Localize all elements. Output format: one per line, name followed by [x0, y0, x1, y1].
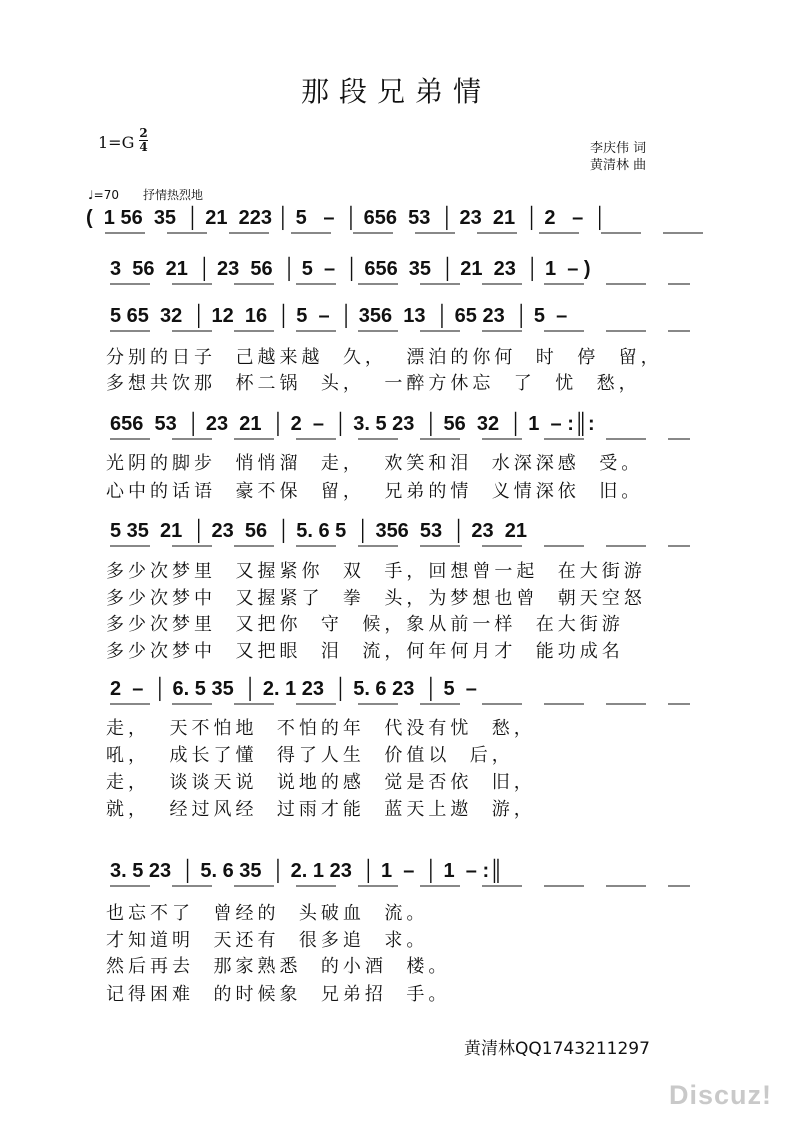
time-numerator: 2	[139, 126, 148, 140]
notation-line: 656 53 │ 23 21 │ 2 – │ 3. 5 23 │ 56 32 │ 1 – :║:	[110, 413, 595, 435]
lyric-line: 多少次梦中 又握紧了 拳 头，为梦想也曾 朝天空怒	[106, 588, 646, 609]
notation-line: 3. 5 23 │ 5. 6 35 │ 2. 1 23 │ 1 – │ 1 – :║	[110, 860, 504, 882]
lyric-line: 走， 谈谈天说 说地的感 觉是否依 旧，	[106, 772, 536, 793]
time-denominator: 4	[139, 140, 148, 154]
lyricist-credit: 李庆伟 词	[590, 141, 647, 156]
lyric-line: 也忘不了 曾经的 头破血 流。	[106, 903, 429, 924]
composer-credit: 黄清林 曲	[590, 158, 647, 173]
notation-line: 5 65 32 │ 12 16 │ 5 – │ 356 13 │ 65 23 │ 5 –	[110, 305, 568, 327]
tempo-expression: 抒情热烈地	[142, 188, 203, 202]
lyric-line: 才知道明 天还有 很多追 求。	[106, 930, 429, 951]
tempo-mark: ♩=70	[88, 188, 119, 202]
lyric-line: 然后再去 那家熟悉 的小酒 楼。	[106, 956, 451, 977]
lyric-line: 多少次梦中 又把眼 泪 流，何年何月才 能功成名	[106, 641, 624, 662]
notation-line: 5 35 21 │ 23 56 │ 5. 6 5 │ 356 53 │ 23 21	[110, 520, 527, 542]
lyric-line: 多想共饮那 杯二锅 头， 一醉方休忘 了 忧 愁，	[106, 373, 641, 394]
lyric-line: 走， 天不怕地 不怕的年 代没有忧 愁，	[106, 718, 536, 739]
lyric-line: 就， 经过风经 过雨才能 蓝天上遨 游，	[106, 799, 536, 820]
lyric-line: 多少次梦里 又握紧你 双 手，回想曾一起 在大街游	[106, 561, 646, 582]
arranger-signature: 黄清林QQ1743211297	[464, 1039, 650, 1059]
lyric-line: 多少次梦里 又把你 守 候，象从前一样 在大街游	[106, 614, 624, 635]
lyric-line: 记得困难 的时候象 兄弟招 手。	[106, 984, 451, 1005]
notation-line: 2 – │ 6. 5 35 │ 2. 1 23 │ 5. 6 23 │ 5 –	[110, 678, 477, 700]
watermark: Discuz!	[669, 1080, 773, 1110]
lyric-line: 心中的话语 豪不保 留， 兄弟的情 义情深依 旧。	[106, 481, 644, 502]
lyric-line: 分别的日子 己越来越 久， 漂泊的你何 时 停 留，	[106, 347, 663, 368]
key-signature: 1=G	[98, 133, 135, 152]
lyric-line: 吼， 成长了懂 得了人生 价值以 后，	[106, 745, 514, 766]
notation-line: ( 1 56 35 │ 21 223 │ 5 – │ 656 53 │ 23 21 │ 2 – │	[86, 207, 607, 229]
notation-line: 3 56 21 │ 23 56 │ 5 – │ 656 35 │ 21 23 │ 1 – )	[110, 258, 591, 280]
lyric-line: 光阴的脚步 悄悄溜 走， 欢笑和泪 水深深感 受。	[106, 453, 644, 474]
song-title: 那段兄弟情	[300, 75, 491, 108]
